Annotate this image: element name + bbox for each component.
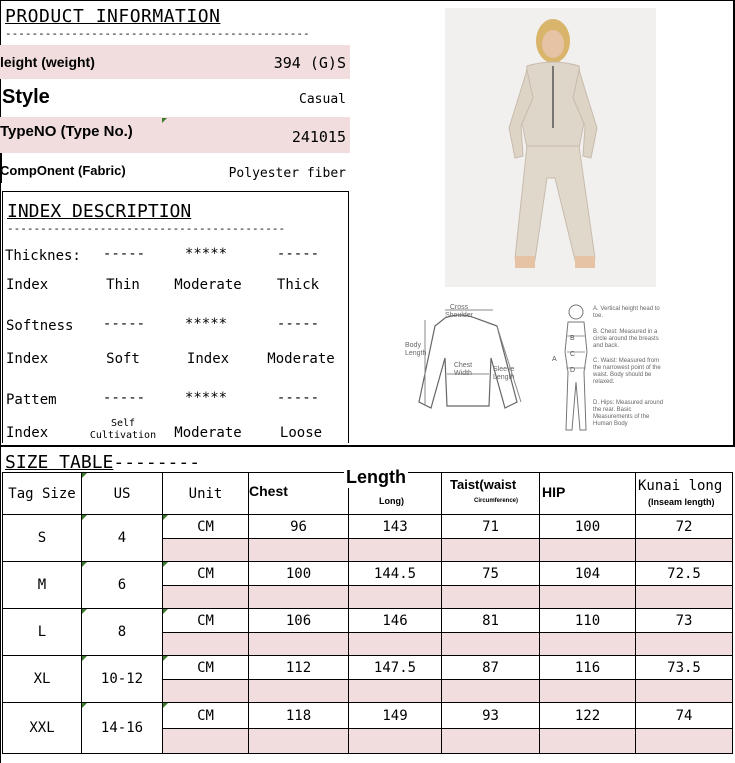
pattern-level-2: Moderate — [174, 425, 242, 441]
page-frame-right — [733, 0, 735, 446]
length-cell: 149 — [349, 703, 442, 729]
header-kunai-sub: (Inseam length) — [648, 497, 715, 507]
header-waist-sub: Circumference) — [474, 498, 519, 504]
product-photo — [445, 8, 656, 287]
size-cell: M — [3, 562, 82, 609]
info-row-fabric — [0, 158, 350, 186]
softness-mark-3: ----- — [276, 316, 320, 332]
softness-mark-2: ***** — [184, 316, 228, 332]
size-cell: L — [3, 609, 82, 656]
model-jumpsuit-figure — [445, 8, 656, 287]
fill-cell — [442, 633, 540, 656]
us-cell: 6 — [82, 562, 163, 609]
table-row — [3, 515, 733, 539]
thickness-mark-2: ***** — [184, 246, 228, 262]
header-chest-label: Chest — [249, 483, 288, 499]
fill-cell — [540, 633, 636, 656]
weight-label: leight (weight) — [0, 54, 95, 70]
fill-cell — [636, 586, 733, 609]
chest-cell: 106 — [249, 609, 349, 633]
fill-cell — [349, 633, 442, 656]
header-length — [346, 467, 442, 515]
header-unit: Unit — [163, 473, 249, 515]
header-us: US — [82, 473, 163, 515]
body-outline-icon — [556, 302, 596, 434]
length-cell: 143 — [349, 515, 442, 539]
style-label: Style — [2, 86, 50, 108]
kunai-cell: 72 — [636, 515, 733, 539]
header-kunai — [636, 473, 733, 515]
header-tag-size: Tag Size — [3, 473, 82, 515]
fill-cell — [349, 680, 442, 703]
length-cell: 146 — [349, 609, 442, 633]
thickness-level-2: Moderate — [174, 277, 242, 293]
product-info-title: PRODUCT INFORMATION — [5, 6, 221, 27]
pattern-mark-2: ***** — [184, 390, 228, 406]
pattern-level-3: Loose — [279, 425, 323, 441]
fill-cell — [636, 680, 733, 703]
section-divider — [0, 445, 735, 447]
fill-cell — [249, 539, 349, 562]
length-cell: 144.5 — [349, 562, 442, 586]
softness-label: Softness — [6, 318, 74, 334]
pattern-label: Pattem — [6, 392, 57, 408]
measure-note-d: D. Hips: Measured around the rear. Basic Measurements of the Human Body — [593, 400, 664, 427]
fill-cell — [249, 586, 349, 609]
length-cell: 147.5 — [349, 656, 442, 680]
body-length-label: Body Length — [405, 342, 427, 357]
waist-cell: 71 — [442, 515, 540, 539]
table-row — [3, 656, 733, 680]
fabric-label: CompOnent (Fabric) — [0, 163, 126, 178]
softness-mark-1: ----- — [102, 316, 146, 332]
size-cell: XL — [3, 656, 82, 703]
point-d: D — [570, 367, 576, 374]
size-table — [2, 467, 733, 754]
chest-width-label: Chest Width — [453, 362, 473, 377]
pattern-index-label: Index — [6, 425, 49, 441]
waist-cell: 81 — [442, 609, 540, 633]
hip-cell: 104 — [540, 562, 636, 586]
size-table-title-dashes: -------- — [113, 452, 201, 473]
fill-cell — [163, 586, 249, 609]
index-title: INDEX DESCRIPTION — [7, 201, 192, 222]
table-row — [3, 703, 733, 729]
fill-cell — [540, 729, 636, 754]
pattern-level-1: Self Cultivation — [89, 418, 157, 441]
point-b: B — [570, 335, 575, 342]
table-row — [3, 609, 733, 633]
waist-cell: 87 — [442, 656, 540, 680]
index-description-box — [2, 191, 349, 443]
measure-note-c: C. Waist: Measured from the narrowest point of the waist. Body should be relaxed. — [593, 358, 661, 385]
thickness-level-1: Thin — [106, 277, 140, 293]
pattern-mark-3: ----- — [276, 390, 320, 406]
header-kunai-label: Kunai long — [638, 478, 723, 494]
product-info-dashes: ---------------------------------------------- — [5, 27, 310, 37]
size-cell: S — [3, 515, 82, 562]
point-a: A — [552, 356, 557, 363]
fill-cell — [163, 633, 249, 656]
unit-cell: CM — [163, 562, 249, 586]
typeno-label: TypeNO (Type No.) — [0, 123, 133, 140]
softness-level-2: Index — [186, 351, 230, 367]
fill-cell — [636, 633, 733, 656]
size-cell: XXL — [3, 703, 82, 754]
pattern-mark-1: ----- — [102, 390, 146, 406]
index-dashes: ------------------------------------------ — [7, 222, 286, 235]
waist-cell: 93 — [442, 703, 540, 729]
header-length-label: Length — [346, 467, 406, 487]
fill-cell — [442, 586, 540, 609]
info-row-typeno — [0, 117, 350, 153]
chest-cell: 118 — [249, 703, 349, 729]
style-value: Casual — [299, 92, 346, 107]
softness-level-3: Moderate — [267, 351, 335, 367]
fill-cell — [349, 729, 442, 754]
chest-cell: 100 — [249, 562, 349, 586]
fill-cell — [442, 680, 540, 703]
thickness-mark-3: ----- — [276, 246, 320, 262]
header-hip-label: HIP — [542, 484, 566, 500]
thickness-level-3: Thick — [276, 277, 320, 293]
cross-shoulder-label: Cross Shoulder — [444, 304, 474, 319]
kunai-cell: 73.5 — [636, 656, 733, 680]
page-frame-top — [0, 0, 735, 1]
info-row-weight — [0, 45, 350, 79]
size-table-title — [5, 452, 200, 473]
fill-cell — [163, 680, 249, 703]
sleeve-length-label: Sleeve Length — [493, 366, 515, 381]
softness-index-label: Index — [6, 351, 49, 367]
thickness-label: Thicknes: — [5, 248, 81, 264]
unit-cell: CM — [163, 703, 249, 729]
chest-cell: 112 — [249, 656, 349, 680]
fill-cell — [349, 586, 442, 609]
fill-cell — [249, 633, 349, 656]
info-row-style — [0, 82, 350, 116]
fill-cell — [540, 680, 636, 703]
header-waist-label: Taist(waist — [450, 477, 517, 492]
waist-cell: 75 — [442, 562, 540, 586]
fill-cell — [540, 539, 636, 562]
softness-level-1: Soft — [106, 351, 140, 367]
fabric-value: Polyester fiber — [228, 166, 346, 181]
size-table-title-text: SIZE TABLE — [5, 452, 114, 473]
kunai-cell: 73 — [636, 609, 733, 633]
chest-cell: 96 — [249, 515, 349, 539]
us-cell: 14-16 — [82, 703, 163, 754]
typeno-value: 241015 — [291, 128, 346, 146]
garment-measure-diagram — [405, 298, 535, 416]
unit-cell: CM — [163, 609, 249, 633]
header-waist — [442, 473, 540, 515]
hip-cell: 116 — [540, 656, 636, 680]
header-chest — [249, 473, 349, 515]
measure-note-b: B. Chest: Measured in a circle around the breasts and back. — [593, 329, 659, 349]
fill-cell — [249, 729, 349, 754]
kunai-cell: 74 — [636, 703, 733, 729]
fill-cell — [442, 539, 540, 562]
table-row — [3, 562, 733, 586]
us-cell: 8 — [82, 609, 163, 656]
fill-cell — [163, 539, 249, 562]
hip-cell: 110 — [540, 609, 636, 633]
fill-cell — [163, 729, 249, 754]
us-cell: 4 — [82, 515, 163, 562]
us-cell: 10-12 — [82, 656, 163, 703]
hip-cell: 122 — [540, 703, 636, 729]
fill-cell — [442, 729, 540, 754]
fill-cell — [349, 539, 442, 562]
fill-cell — [249, 680, 349, 703]
fill-cell — [540, 586, 636, 609]
fill-cell — [636, 539, 733, 562]
thickness-mark-1: ----- — [102, 246, 146, 262]
measure-note-a: A. Vertical height head to toe. — [593, 306, 660, 319]
unit-cell: CM — [163, 656, 249, 680]
body-measure-diagram — [548, 298, 678, 434]
weight-value: 394 (G)S — [273, 54, 346, 72]
fill-cell — [636, 729, 733, 754]
kunai-cell: 72.5 — [636, 562, 733, 586]
hip-cell: 100 — [540, 515, 636, 539]
point-c: C — [570, 351, 576, 358]
size-table-header-row — [3, 473, 733, 515]
marker-triangle — [162, 118, 167, 123]
header-length-sub: Long) — [379, 496, 404, 506]
unit-cell: CM — [163, 515, 249, 539]
header-hip — [540, 473, 636, 515]
thickness-index-label: Index — [6, 277, 49, 293]
